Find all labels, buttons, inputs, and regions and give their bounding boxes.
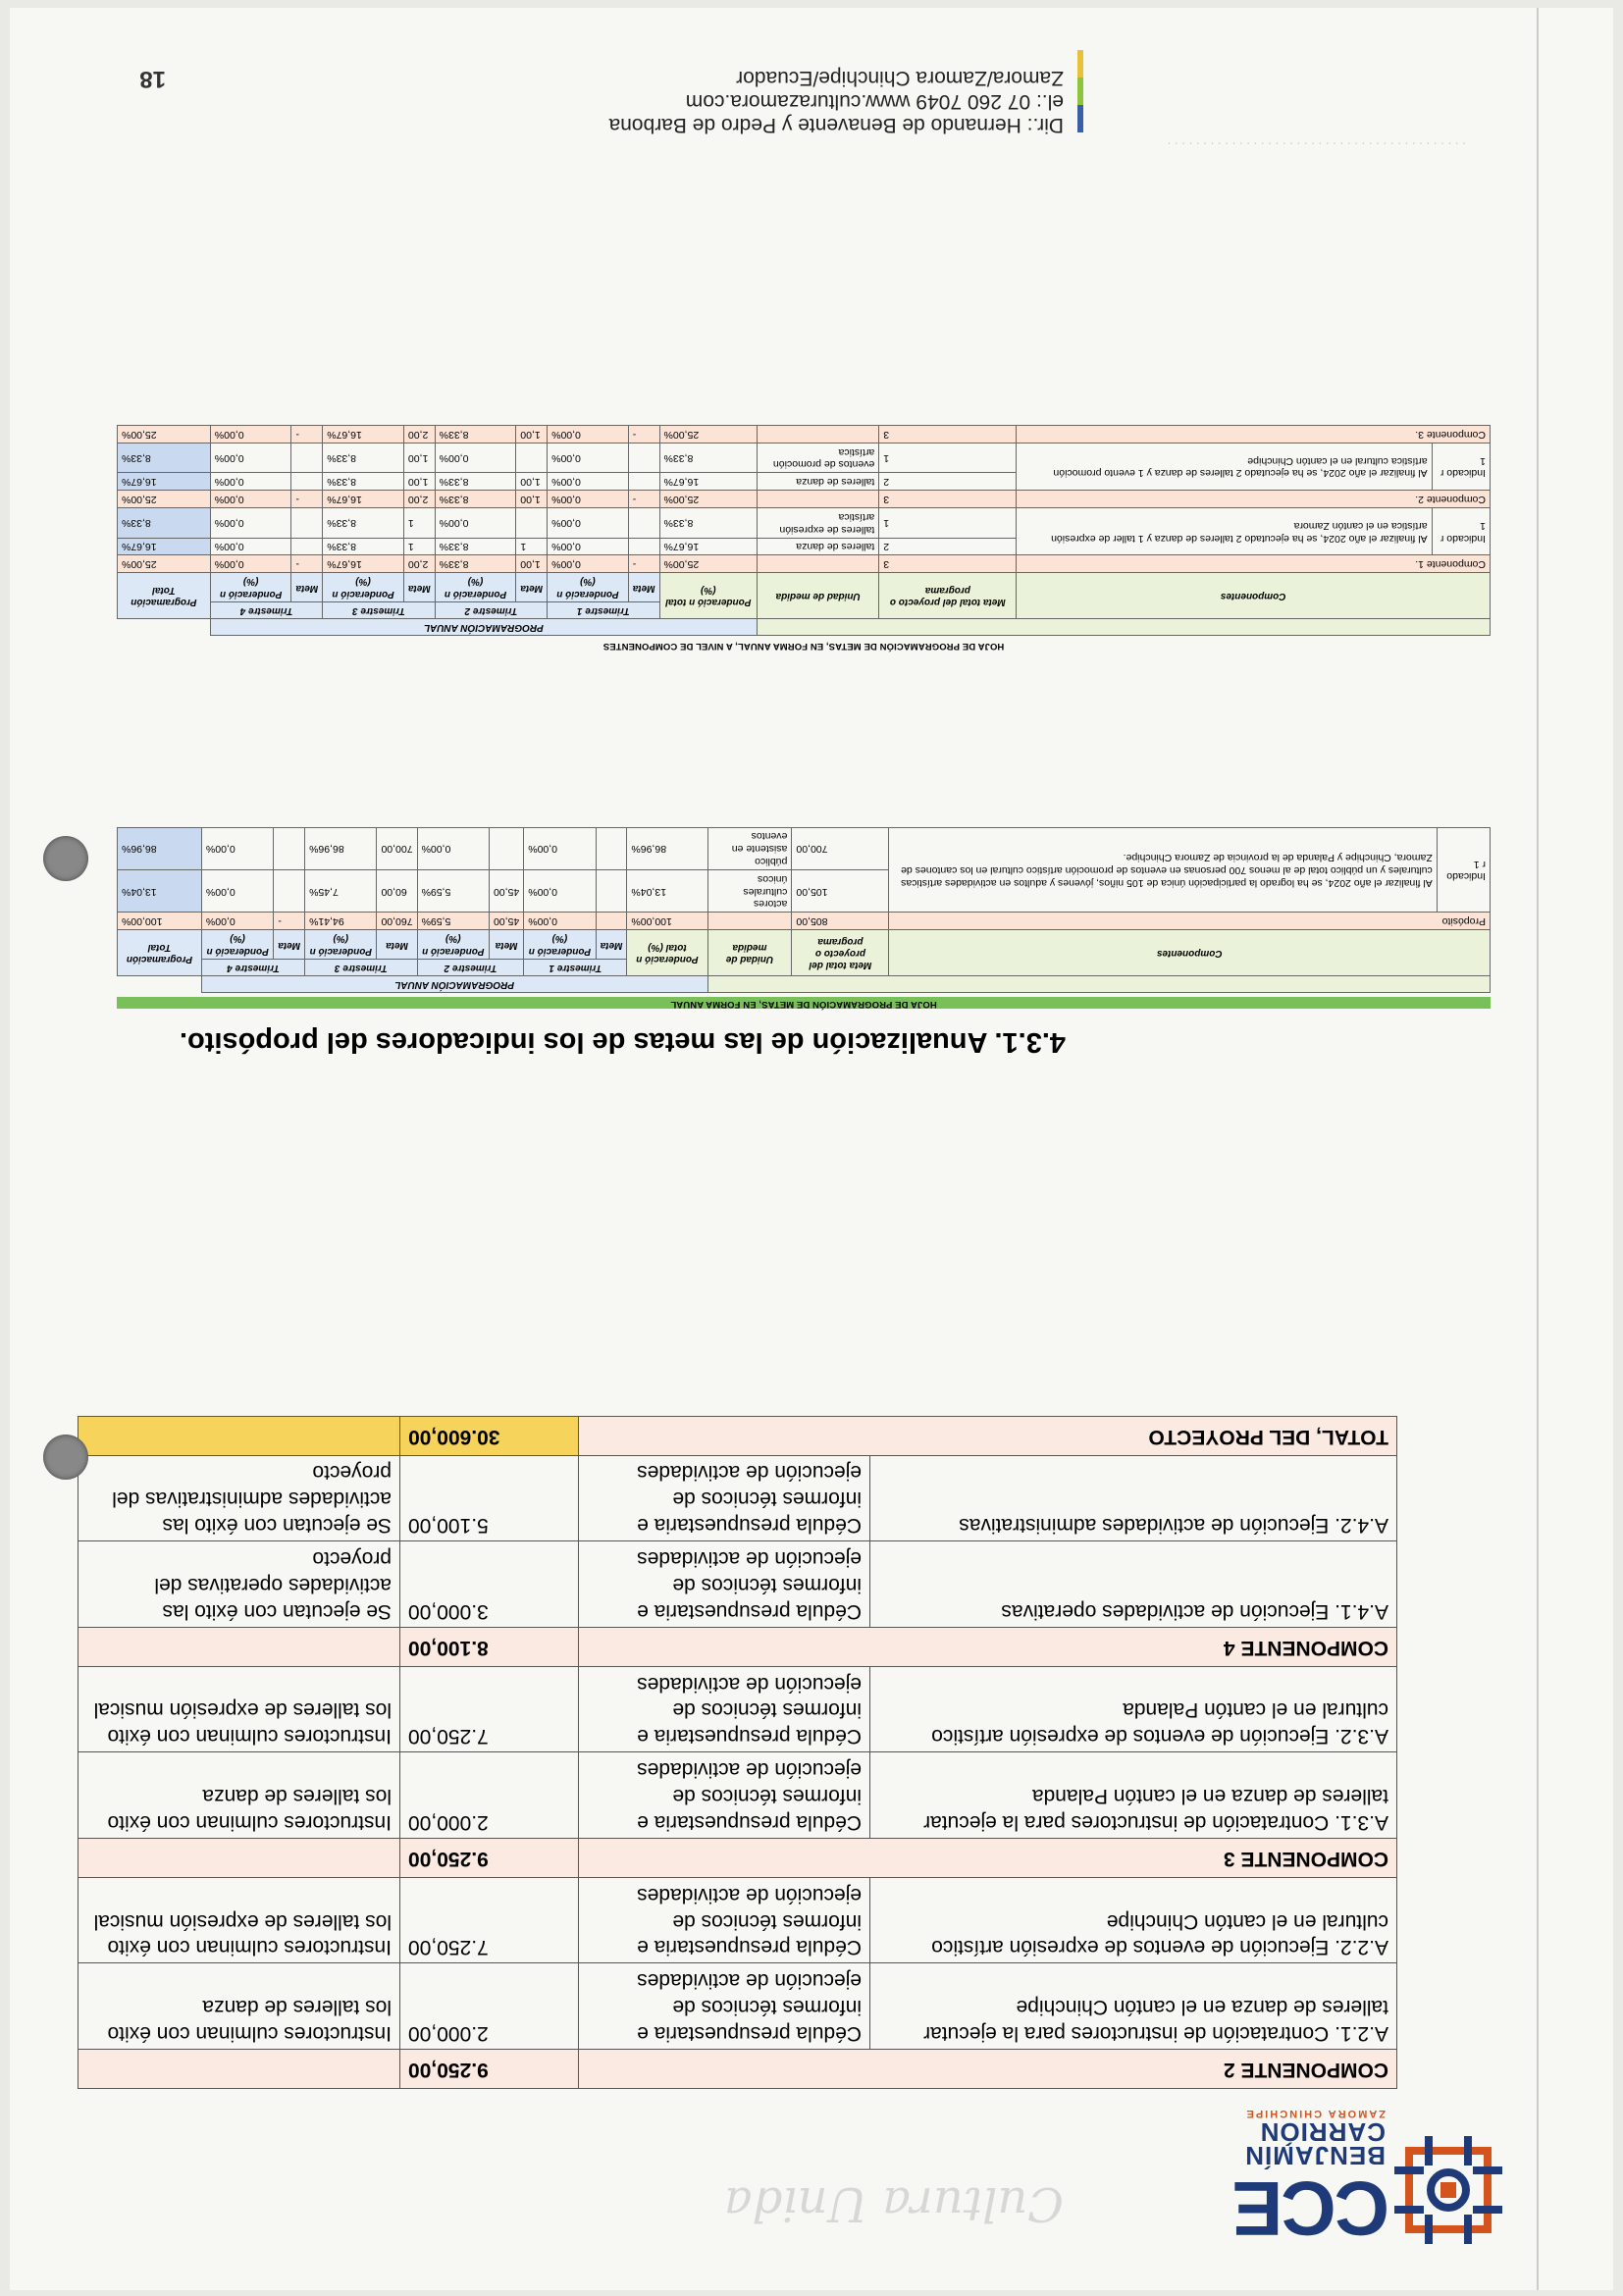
annual-header-row bbox=[118, 975, 1491, 992]
header-row bbox=[118, 601, 1491, 618]
quarter-cell bbox=[274, 827, 305, 869]
quarter-cell bbox=[516, 508, 548, 539]
assumption-cell: Se ejecutan con éxito las actividades administrativas del proyecto bbox=[79, 1455, 400, 1541]
quarter-cell: 0,00% bbox=[201, 870, 273, 913]
component-label: Componente 3. bbox=[1017, 426, 1491, 444]
components-goals-table bbox=[117, 425, 1491, 636]
component-row bbox=[118, 555, 1491, 573]
quarter-cell: 8,33% bbox=[435, 491, 516, 508]
punch-hole bbox=[43, 836, 88, 881]
quarter-cell: - bbox=[628, 426, 659, 444]
quarter-cell: 0,00% bbox=[548, 508, 629, 539]
proposito-label: Propósito bbox=[889, 913, 1491, 930]
quarter-cell: 0,00% bbox=[435, 508, 516, 539]
amount-cell: 2.000,00 bbox=[400, 1963, 579, 2050]
total-cell: 16,67% bbox=[118, 538, 211, 555]
unit-blank bbox=[707, 913, 792, 930]
quarter-cell: 1,00 bbox=[403, 473, 435, 491]
quarter-cell: 45,00 bbox=[489, 913, 523, 930]
subheader-meta: Meta bbox=[628, 573, 659, 601]
quarter-cell: - bbox=[274, 913, 305, 930]
quarter-cell bbox=[628, 538, 659, 555]
quarter-cell: - bbox=[291, 426, 323, 444]
assumption-cell: Instructores culminan con éxito los talleres de expresión musical bbox=[79, 1666, 400, 1752]
indicator-row bbox=[118, 538, 1491, 555]
ponderacion: 16,67% bbox=[659, 473, 757, 491]
quarter-cell: 1,00 bbox=[516, 555, 548, 573]
meta-total: 700,00 bbox=[792, 827, 889, 869]
quarter-cell: 0,00% bbox=[548, 443, 629, 473]
header-trimestre: Trimestre 3 bbox=[305, 959, 418, 975]
quarter-cell: 0,00% bbox=[548, 555, 629, 573]
quarter-cell: 1 bbox=[403, 508, 435, 539]
quarter-cell: 0,00% bbox=[210, 473, 291, 491]
meta-total: 1 bbox=[879, 508, 1017, 539]
meta-total: 3 bbox=[879, 426, 1017, 444]
quarter-cell bbox=[274, 870, 305, 913]
quarter-cell: 0,00% bbox=[435, 443, 516, 473]
quarter-cell bbox=[489, 827, 523, 869]
component-label: Componente 2. bbox=[1017, 491, 1491, 508]
purpose-goals-table bbox=[117, 827, 1491, 993]
quarter-cell: 0,00% bbox=[524, 913, 596, 930]
ponderacion: 86,96% bbox=[627, 827, 707, 869]
components-table-title: HOJA DE PROGRAMACIÓN DE METAS, EN FORMA ANUAL, A NIVEL DE COMPONENTES bbox=[602, 641, 1005, 652]
quarter-cell: 8,33% bbox=[323, 473, 404, 491]
activity-cell: A.3.2. Ejecución de eventos de expresión artístico cultural en el cantón Palanda bbox=[870, 1666, 1397, 1752]
quarter-cell: - bbox=[291, 491, 323, 508]
activity-row bbox=[79, 1455, 1397, 1541]
quarter-cell: 2,00 bbox=[403, 555, 435, 573]
header-blank bbox=[707, 975, 1490, 992]
verification-cell: Cédula presupuestaria e informes técnicos de ejecución de actividades bbox=[579, 1752, 870, 1839]
subheader-meta: Meta bbox=[377, 930, 417, 959]
header-unidad: Unidad de medida bbox=[707, 930, 792, 976]
quarter-cell bbox=[291, 443, 323, 473]
ponderacion: 8,33% bbox=[659, 508, 757, 539]
logo-subtitle: ZAMORA CHINCHIPE bbox=[1244, 2108, 1386, 2119]
header-trimestre: Trimestre 4 bbox=[201, 959, 304, 975]
quarter-cell: 7,45% bbox=[305, 870, 377, 913]
amount-cell: 7.250,00 bbox=[400, 1877, 579, 1963]
quarter-cell: 0,00% bbox=[548, 538, 629, 555]
quarter-cell: - bbox=[291, 555, 323, 573]
quarter-cell: 16,67% bbox=[323, 426, 404, 444]
quarter-cell: 60,00 bbox=[377, 870, 417, 913]
quarter-cell: 45,00 bbox=[489, 870, 523, 913]
quarter-cell: 8,33% bbox=[323, 538, 404, 555]
section-title: 4.3.1. Anualización de las metas de los indicadores del propósito. bbox=[179, 1026, 1066, 1058]
annual-header: PROGRAMACIÓN ANUAL bbox=[201, 975, 707, 992]
quarter-cell: 760,00 bbox=[377, 913, 417, 930]
header-componentes: Componentes bbox=[889, 930, 1491, 976]
total-cell: 8,33% bbox=[118, 508, 211, 539]
indicator-text: Al finalizar el año 2024, se ha ejecutado 2 talleres de danza y 1 evento promoción artística cultural en el cantón Chinchipe bbox=[1017, 443, 1432, 490]
quarter-cell: 1,00 bbox=[516, 473, 548, 491]
amount-cell: 2.000,00 bbox=[400, 1752, 579, 1839]
andean-cross-icon bbox=[1389, 2131, 1507, 2249]
unit-cell: talleres de danza bbox=[758, 538, 879, 555]
indicator-row bbox=[118, 473, 1491, 491]
quarter-cell: 86,96% bbox=[305, 827, 377, 869]
quarter-cell: 0,00% bbox=[210, 508, 291, 539]
unit-blank bbox=[758, 491, 879, 508]
header-trimestre: Trimestre 4 bbox=[210, 601, 322, 618]
logo-name-1: BENJAMÍN bbox=[1244, 2141, 1386, 2170]
activity-cell: A.3.1. Contratación de instructores para la ejecutar talleres de danza en el cantón Palanda bbox=[870, 1752, 1397, 1839]
quarter-cell: 0,00% bbox=[201, 827, 273, 869]
quarter-cell: 0,00% bbox=[548, 473, 629, 491]
header-total: Programación Total bbox=[118, 930, 202, 976]
total-cell: 100,00% bbox=[118, 913, 202, 930]
footer-phone-web: el.: 07 260 7049 www.culturazamora.com bbox=[685, 89, 1064, 113]
quarter-cell: 1,00 bbox=[403, 443, 435, 473]
unit-cell: público asistente en eventos bbox=[707, 827, 792, 869]
amount-cell: 3.000,00 bbox=[400, 1541, 579, 1628]
header-trimestre: Trimestre 3 bbox=[323, 601, 435, 618]
subheader-ponderacion: Ponderació n (%) bbox=[210, 573, 291, 601]
quarter-cell: 8,33% bbox=[435, 555, 516, 573]
quarter-cell: 0,00% bbox=[524, 827, 596, 869]
quarter-cell: 8,33% bbox=[435, 426, 516, 444]
quarter-cell: 0,00% bbox=[548, 491, 629, 508]
quarter-cell: 94,41% bbox=[305, 913, 377, 930]
activity-row bbox=[79, 1752, 1397, 1839]
indicator-label: Indicado r 1 bbox=[1432, 508, 1490, 555]
quarter-cell bbox=[291, 508, 323, 539]
subheader-ponderacion: Ponderació n (%) bbox=[323, 573, 404, 601]
quarter-cell: 700,00 bbox=[377, 827, 417, 869]
quarter-cell bbox=[628, 508, 659, 539]
amount-cell: 7.250,00 bbox=[400, 1666, 579, 1752]
quarter-cell: 5,59% bbox=[417, 870, 489, 913]
quarter-cell: 1 bbox=[403, 538, 435, 555]
activity-cell: A.4.2. Ejecución de actividades administrativas bbox=[870, 1455, 1397, 1541]
subheader-meta: Meta bbox=[291, 573, 323, 601]
meta-total: 1 bbox=[879, 443, 1017, 473]
ponderacion: 25,00% bbox=[659, 491, 757, 508]
quarter-cell: 0,00% bbox=[210, 491, 291, 508]
quarter-cell: 1,00 bbox=[516, 426, 548, 444]
footer-address: Dir.: Hernando de Benavente y Pedro de Barbona bbox=[608, 114, 1064, 136]
activity-cell: A.2.1. Contratación de instructores para la ejecutar talleres de danza en el cantón Chinchipe bbox=[870, 1963, 1397, 2050]
verification-cell: Cédula presupuestaria e informes técnicos de ejecución de actividades bbox=[579, 1963, 870, 2050]
activity-row bbox=[79, 1877, 1397, 1963]
subheader-meta: Meta bbox=[516, 573, 548, 601]
subheader-meta: Meta bbox=[596, 930, 627, 959]
subheader-ponderacion: Ponderació n (%) bbox=[524, 930, 596, 959]
quarter-cell: 0,00% bbox=[201, 913, 273, 930]
unit-cell: eventos de promoción artística bbox=[758, 443, 879, 473]
verification-cell: Cédula presupuestaria e informes técnicos de ejecución de actividades bbox=[579, 1455, 870, 1541]
quarter-cell: 8,33% bbox=[323, 443, 404, 473]
header-ponderacion: Ponderació n total (%) bbox=[627, 930, 707, 976]
component-amount: 9.250,00 bbox=[400, 1839, 579, 1878]
header-row bbox=[118, 959, 1491, 975]
ponderacion: 100,00% bbox=[627, 913, 707, 930]
amount-cell: 5.100,00 bbox=[400, 1455, 579, 1541]
unit-cell: talleres de expresión artística bbox=[758, 508, 879, 539]
header-trimestre: Trimestre 2 bbox=[417, 959, 524, 975]
cce-logo bbox=[1134, 2108, 1507, 2252]
proposito-row bbox=[118, 913, 1491, 930]
quarter-cell: 8,33% bbox=[435, 473, 516, 491]
total-cell: 13,04% bbox=[118, 870, 202, 913]
subheader-ponderacion: Ponderació n (%) bbox=[435, 573, 516, 601]
component-row bbox=[118, 491, 1491, 508]
assumption-cell: Instructores culminan con éxito los talleres de expresión musical bbox=[79, 1877, 400, 1963]
annual-header: PROGRAMACIÓN ANUAL bbox=[210, 618, 757, 635]
header-blank bbox=[758, 618, 1491, 635]
quarter-cell: 8,33% bbox=[323, 508, 404, 539]
indicator-label: Indicado r 1 bbox=[1432, 443, 1490, 490]
component-label: Componente 1. bbox=[1017, 555, 1491, 573]
quarter-cell: 0,00% bbox=[210, 443, 291, 473]
subheader-ponderacion: Ponderació n (%) bbox=[417, 930, 489, 959]
quarter-cell bbox=[291, 538, 323, 555]
logo-cce-text: CCE bbox=[1233, 2166, 1389, 2252]
activity-row bbox=[79, 1963, 1397, 2050]
header-componentes: Componentes bbox=[1017, 573, 1491, 619]
subheader-meta: Meta bbox=[274, 930, 305, 959]
header-script-watermark: Cultura Unida bbox=[723, 2176, 1064, 2231]
quarter-cell: 16,67% bbox=[323, 491, 404, 508]
total-amount: 30.600,00 bbox=[400, 1416, 579, 1455]
component-label: COMPONENTE 2 bbox=[579, 2050, 1397, 2089]
ponderacion: 25,00% bbox=[659, 426, 757, 444]
meta-total: 2 bbox=[879, 538, 1017, 555]
header-unidad: Unidad de medida bbox=[758, 573, 879, 619]
total-cell: 25,00% bbox=[118, 555, 211, 573]
quarter-cell: 2,00 bbox=[403, 491, 435, 508]
punch-hole bbox=[43, 1435, 88, 1480]
indicator-row bbox=[118, 870, 1491, 913]
quarter-cell: 1,00 bbox=[516, 491, 548, 508]
meta-total: 805,00 bbox=[792, 913, 889, 930]
empty-cell bbox=[79, 1627, 400, 1666]
subheader-meta: Meta bbox=[489, 930, 523, 959]
quarter-cell: 0,00% bbox=[417, 827, 489, 869]
activity-row bbox=[79, 1666, 1397, 1752]
total-row bbox=[79, 1416, 1397, 1455]
ponderacion: 25,00% bbox=[659, 555, 757, 573]
quarter-cell: 2,00 bbox=[403, 426, 435, 444]
unit-cell: talleres de danza bbox=[758, 473, 879, 491]
subheader-meta: Meta bbox=[403, 573, 435, 601]
budget-table bbox=[78, 1416, 1397, 2089]
component-row bbox=[79, 1627, 1397, 1666]
subheader-ponderacion: Ponderació n (%) bbox=[201, 930, 273, 959]
total-label: TOTAL, DEL PROYECTO bbox=[579, 1416, 1397, 1455]
purpose-table-title: HOJA DE PROGRAMACIÓN DE METAS, EN FORMA ANUAL bbox=[670, 999, 937, 1010]
unit-blank bbox=[758, 426, 879, 444]
component-label: COMPONENTE 3 bbox=[579, 1839, 1397, 1878]
assumption-cell: Instructores culminan con éxito los talleres de danza bbox=[79, 1752, 400, 1839]
quarter-cell: - bbox=[628, 491, 659, 508]
empty-cell bbox=[79, 1416, 400, 1455]
quarter-cell: 5,59% bbox=[417, 913, 489, 930]
unit-blank bbox=[758, 555, 879, 573]
indicator-text: Al finalizar el año 2024, se ha logrado la participación única de 105 niños, jóvenes y adultos en actividades artísticas culturales y un público total de al menos 700 personas en eventos de promoción artístico cultural en los cantones de Zamora, Chinchipe y Palanda de la provincia de Zamora Chinchipe. bbox=[889, 827, 1437, 913]
empty-cell bbox=[79, 1839, 400, 1878]
total-cell: 86,96% bbox=[118, 827, 202, 869]
verification-cell: Cédula presupuestaria e informes técnicos de ejecución de actividades bbox=[579, 1877, 870, 1963]
quarter-cell bbox=[628, 473, 659, 491]
meta-total: 3 bbox=[879, 491, 1017, 508]
activity-cell: A.2.2. Ejecución de eventos de expresión artístico cultural en el cantón Chinchipe bbox=[870, 1877, 1397, 1963]
margin-line bbox=[1537, 8, 1539, 2290]
total-cell: 25,00% bbox=[118, 491, 211, 508]
ponderacion: 16,67% bbox=[659, 538, 757, 555]
ponderacion: 8,33% bbox=[659, 443, 757, 473]
subheader-ponderacion: Ponderació n (%) bbox=[548, 573, 629, 601]
component-row bbox=[118, 426, 1491, 444]
quarter-cell bbox=[291, 473, 323, 491]
subheader-ponderacion: Ponderació n (%) bbox=[305, 930, 377, 959]
assumption-cell: Instructores culminan con éxito los talleres de danza bbox=[79, 1963, 400, 2050]
quarter-cell bbox=[596, 913, 627, 930]
quarter-cell: - bbox=[628, 555, 659, 573]
scanned-page bbox=[10, 8, 1613, 2290]
meta-total: 3 bbox=[879, 555, 1017, 573]
meta-total: 105,00 bbox=[792, 870, 889, 913]
annual-header-row bbox=[118, 618, 1491, 635]
header-ponderacion: Ponderació n total (%) bbox=[659, 573, 757, 619]
quarter-cell bbox=[596, 827, 627, 869]
total-cell: 16,67% bbox=[118, 473, 211, 491]
header-trimestre: Trimestre 1 bbox=[524, 959, 627, 975]
indicator-label: Indicado r 1 bbox=[1437, 827, 1490, 913]
component-label: COMPONENTE 4 bbox=[579, 1627, 1397, 1666]
component-amount: 9.250,00 bbox=[400, 2050, 579, 2089]
header-meta-total: Meta total del proyecto o programa bbox=[792, 930, 889, 976]
footer-location: Zamora/Zamora Chinchipe/Ecuador bbox=[736, 66, 1064, 89]
component-amount: 8.100,00 bbox=[400, 1627, 579, 1666]
bleedthrough-text: · · · · · · · · · · · · · · · · · · · · · · · · · · · · · · · · · · · · · · · · · · bbox=[1167, 137, 1466, 151]
total-cell: 8,33% bbox=[118, 443, 211, 473]
activity-row bbox=[79, 1541, 1397, 1628]
empty-cell bbox=[79, 2050, 400, 2089]
quarter-cell: 0,00% bbox=[210, 538, 291, 555]
quarter-cell bbox=[596, 870, 627, 913]
quarter-cell: 0,00% bbox=[524, 870, 596, 913]
quarter-cell bbox=[516, 443, 548, 473]
quarter-cell: 1 bbox=[516, 538, 548, 555]
unit-cell: actores culturales únicos bbox=[707, 870, 792, 913]
header-trimestre: Trimestre 1 bbox=[548, 601, 659, 618]
quarter-cell: 16,67% bbox=[323, 555, 404, 573]
indicator-text: Al finalizar el año 2024, se ha ejecutado 2 talleres de danza y 1 taller de expresión artística en el cantón Zamora bbox=[1017, 508, 1432, 555]
total-cell: 25,00% bbox=[118, 426, 211, 444]
quarter-cell: 8,33% bbox=[435, 538, 516, 555]
meta-total: 2 bbox=[879, 473, 1017, 491]
ponderacion: 13,04% bbox=[627, 870, 707, 913]
component-row bbox=[79, 2050, 1397, 2089]
logo-name-2: CARRIÓN bbox=[1259, 2117, 1386, 2147]
activity-cell: A.4.1. Ejecución de actividades operativas bbox=[870, 1541, 1397, 1628]
header-trimestre: Trimestre 2 bbox=[435, 601, 547, 618]
quarter-cell: 0,00% bbox=[210, 555, 291, 573]
footer bbox=[181, 66, 1064, 136]
quarter-cell: 0,00% bbox=[548, 426, 629, 444]
header-total: Programación Total bbox=[118, 573, 211, 619]
quarter-cell: 0,00% bbox=[210, 426, 291, 444]
component-row bbox=[79, 1839, 1397, 1878]
footer-color-bars-icon bbox=[1077, 50, 1083, 132]
verification-cell: Cédula presupuestaria e informes técnicos de ejecución de actividades bbox=[579, 1541, 870, 1628]
verification-cell: Cédula presupuestaria e informes técnicos de ejecución de actividades bbox=[579, 1666, 870, 1752]
header-meta-total: Meta total del proyecto o programa bbox=[879, 573, 1017, 619]
assumption-cell: Se ejecutan con éxito las actividades operativas del proyecto bbox=[79, 1541, 400, 1628]
quarter-cell bbox=[628, 443, 659, 473]
page-number: 18 bbox=[139, 66, 166, 92]
